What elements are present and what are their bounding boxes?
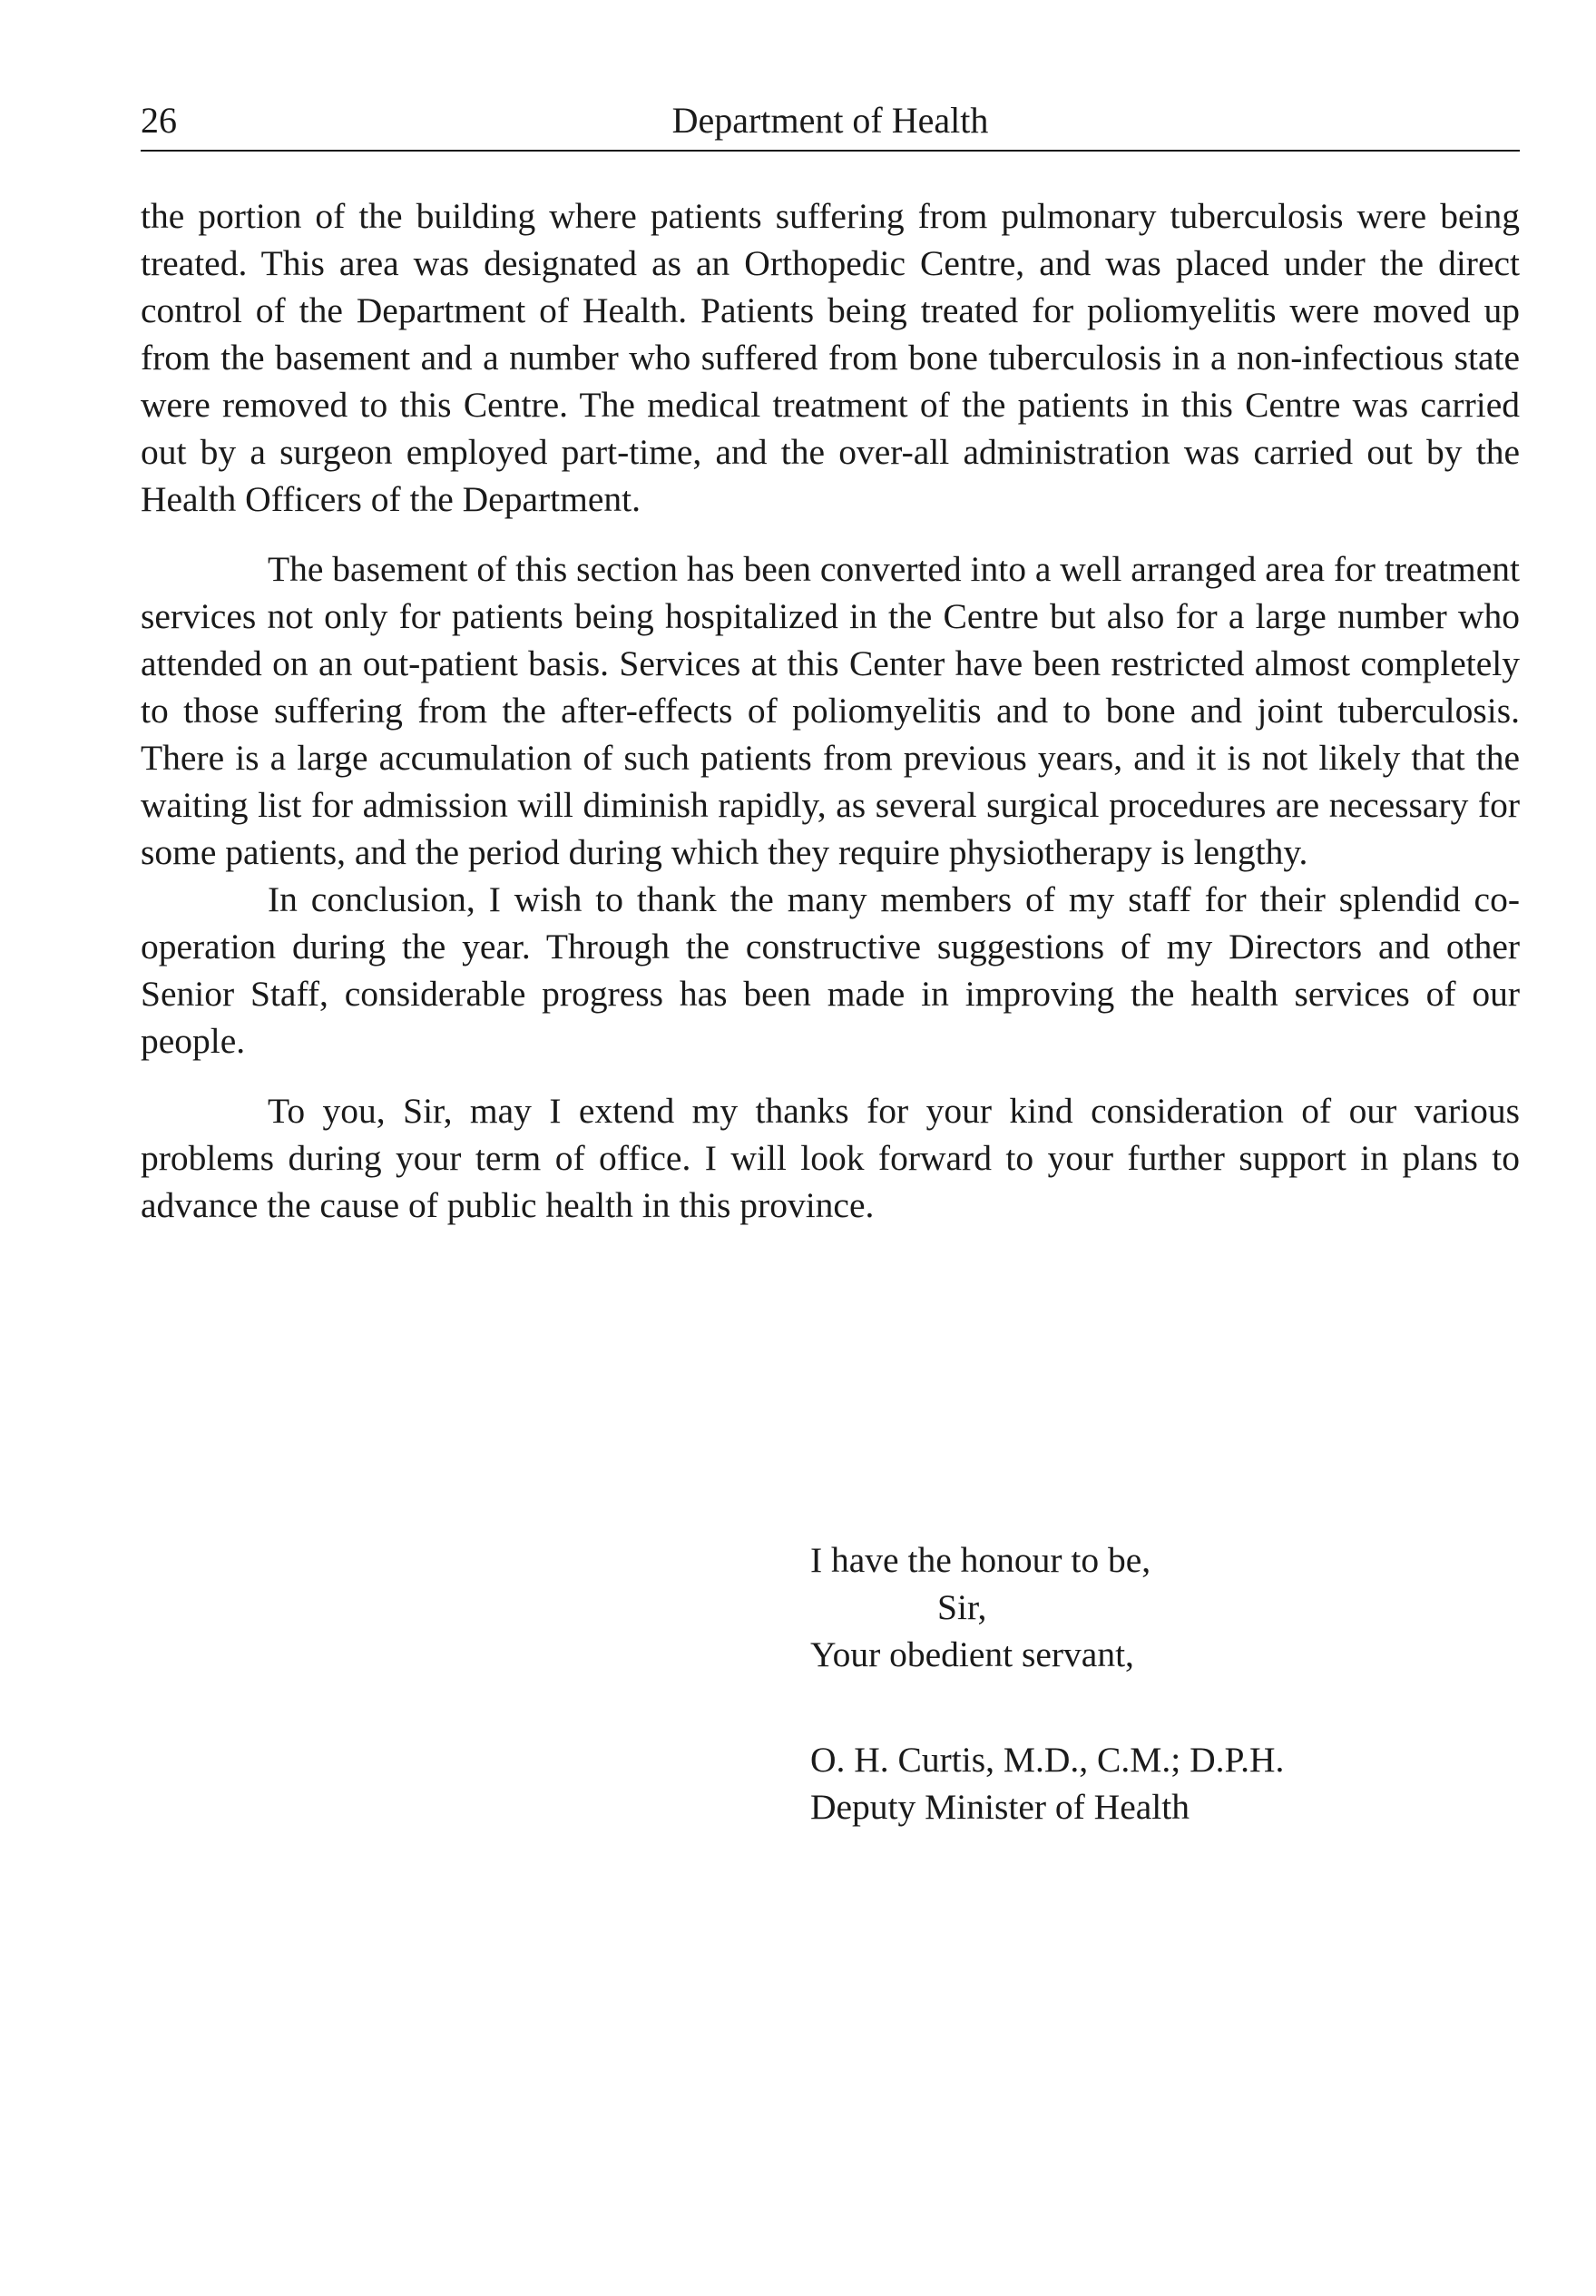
closing-line: I have the honour to be, — [810, 1540, 1151, 1580]
running-header — [141, 93, 1520, 148]
body-text — [141, 192, 1520, 1229]
closing-line: Your obedient servant, — [810, 1634, 1134, 1674]
paragraph-thanks: To you, Sir, may I extend my thanks for your kind consideration of our various problems during your term of office. I will look forward to your further support in plans to advance the cause of public health in this province. — [141, 1091, 1520, 1225]
letter-closing — [810, 1536, 1500, 1678]
page-number: 26 — [141, 100, 177, 141]
paragraph-continuation: the portion of the building where patients suffering from pulmonary tuberculosis were being treated. This area was designated as an Orthopedic Centre, and was placed under the direct control of the Department of Health. Patients being treated for poliomyelitis were moved up from the basement and a number who suffered from bone tuberculosis in a non-infectious state were removed to this Centre. The medical treatment of the patients in this Centre was carried out by a surgeon employed part-time, and the over-all administration was carried out by the Health Officers of the Department. — [141, 196, 1520, 519]
closing-salutation: Sir, — [937, 1587, 987, 1627]
signatory-title: Deputy Minister of Health — [810, 1787, 1190, 1827]
paragraph-basement: The basement of this section has been converted into a well arranged area for treatment services not only for patients being hospitalized in the Centre but also for a large number who attended on an out-patient basis. Services at this Center have been restricted almost completely to those suffering from the after-effects of poliomyelitis and to bone and joint tuberculosis. There is a large accumulation of such patients from previous years, and it is not likely that the waiting list for admission will diminish rapidly, as several surgical procedures are necessary for some patients, and the period during which they require physiotherapy is lengthy. — [141, 549, 1520, 872]
running-title: Department of Health — [671, 100, 989, 141]
signatory-name: O. H. Curtis, M.D., C.M.; D.P.H. — [810, 1740, 1285, 1780]
paragraph-conclusion: In conclusion, I wish to thank the many members of my staff for their splendid co-operation during the year. Through the constructive suggestions of my Directors and other Senior Staff, considerable progress has been made in improving the health services of our people. — [141, 879, 1520, 1061]
header-rule — [141, 150, 1520, 152]
signature-block — [810, 1736, 1500, 1830]
